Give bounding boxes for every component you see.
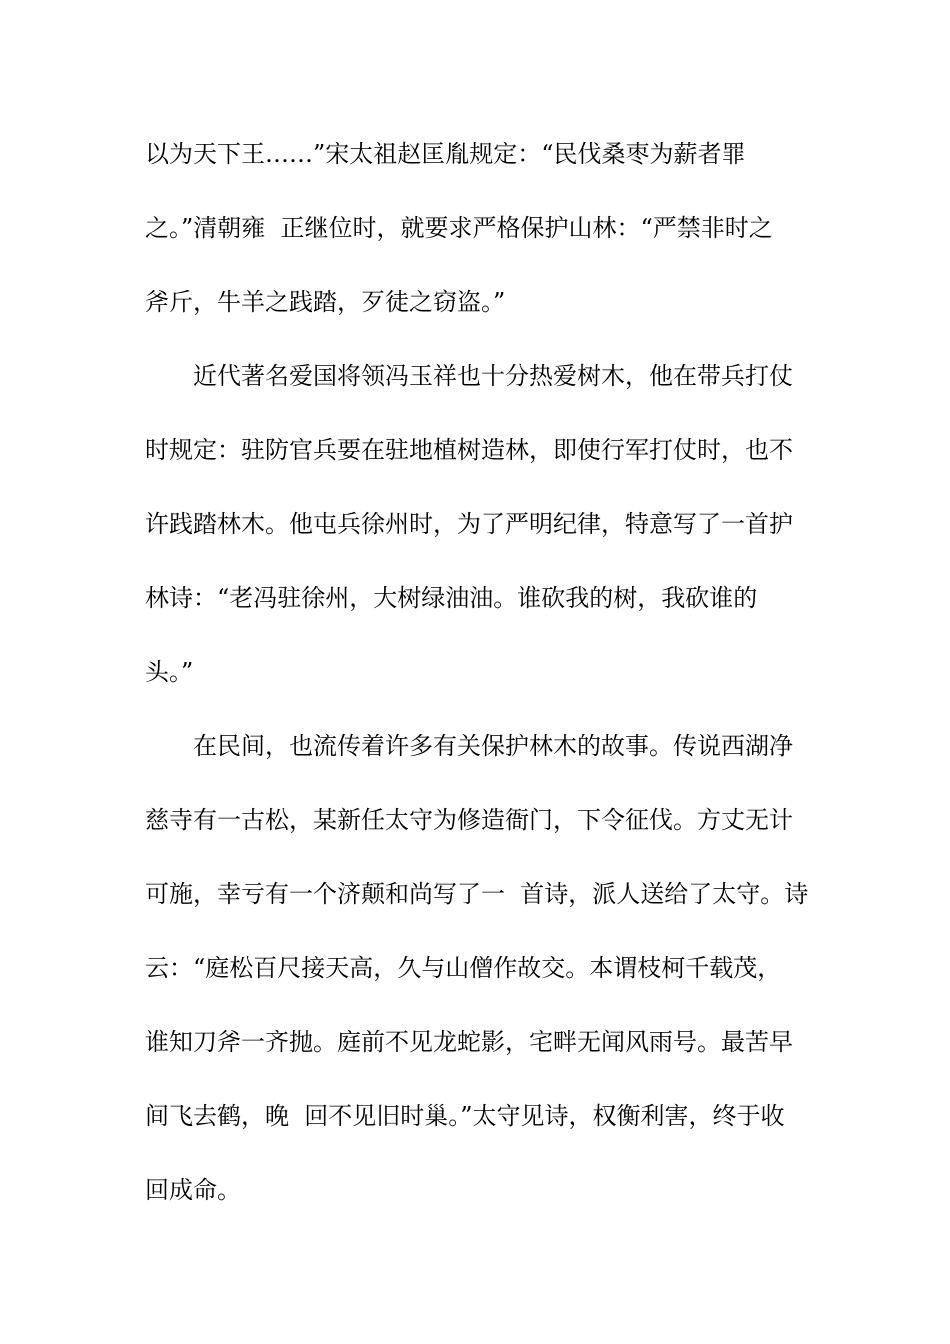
text-line: 头。”	[145, 658, 194, 686]
text-line: 斧斤，牛羊之践踏，歹徒之窃盗。”	[145, 288, 506, 316]
paragraph-first-line: 近代著名爱国将领冯玉祥也十分热爱树木，他在带兵打仗	[193, 362, 793, 390]
text-line: 以为天下王……”宋太祖赵匡胤规定：“民伐桑枣为薪者罪	[145, 140, 746, 168]
text-line: 慈寺有一古松，某新任太守为修造衙门，下令征伐。方丈无计	[145, 806, 793, 834]
body-text	[145, 132, 810, 1242]
text-line: 许践踏林木。他屯兵徐州时，为了严明纪律，特意写了一首护	[145, 510, 793, 538]
text-line: 间飞去鹤，晚 回不见旧时巢。”太守见诗，权衡利害，终于收	[145, 1102, 785, 1130]
text-line: 之。”清朝雍 正继位时，就要求严格保护山林：“严禁非时之	[145, 214, 773, 242]
text-line: 谁知刀斧一齐抛。庭前不见龙蛇影，宅畔无闻风雨号。最苦早	[145, 1028, 793, 1056]
text-line: 时规定：驻防官兵要在驻地植树造林，即使行军打仗时，也不	[145, 436, 793, 464]
paragraph-first-line: 在民间，也流传着许多有关保护林木的故事。传说西湖净	[193, 732, 793, 760]
text-line: 可施，幸亏有一个济颠和尚写了一 首诗，派人送给了太守。诗	[145, 880, 809, 908]
text-line: 云：“庭松百尺接天高，久与山僧作故交。本谓枝柯千载茂，	[145, 954, 782, 982]
text-line: 回成命。	[145, 1176, 241, 1204]
text-line: 林诗：“老冯驻徐州，大树绿油油。谁砍我的树，我砍谁的	[145, 584, 758, 612]
